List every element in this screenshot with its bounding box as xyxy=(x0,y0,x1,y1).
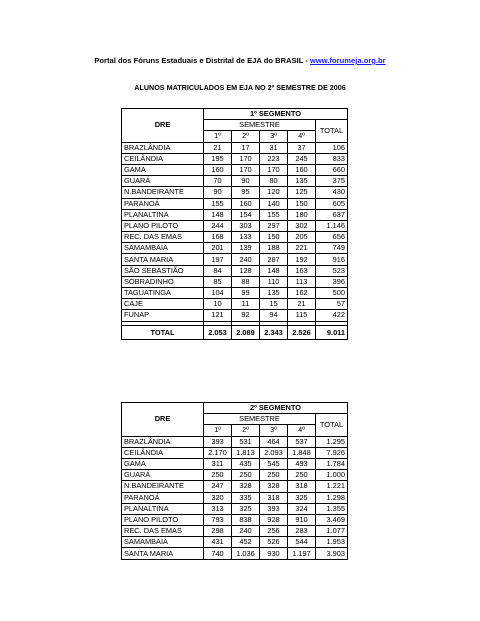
row-total: 1.000 xyxy=(316,470,348,481)
row-total: 1.221 xyxy=(316,481,348,492)
table-row xyxy=(122,220,348,231)
semester-value: 297 xyxy=(260,220,288,231)
semester-value: 154 xyxy=(232,209,260,220)
dre-header: DRE xyxy=(122,109,204,143)
enrollment-table-segment-1 xyxy=(121,108,348,340)
semester-value: 11 xyxy=(232,299,260,310)
semester-value: 537 xyxy=(288,436,316,447)
table-row xyxy=(122,492,348,503)
semester-value: 15 xyxy=(260,299,288,310)
dre-name: REC. DAS EMAS xyxy=(122,232,204,243)
semester-col-header: 2º xyxy=(232,425,260,436)
semester-value: 80 xyxy=(260,176,288,187)
semester-value: 162 xyxy=(288,288,316,299)
dre-name: SOBRADINHO xyxy=(122,276,204,287)
semester-value: 325 xyxy=(232,503,260,514)
row-total: 57 xyxy=(316,299,348,310)
semester-value: 393 xyxy=(204,436,232,447)
header-row xyxy=(122,403,348,414)
semester-value: 930 xyxy=(260,548,288,559)
semester-value: 160 xyxy=(204,164,232,175)
semester-value: 170 xyxy=(232,164,260,175)
semester-value: 318 xyxy=(260,492,288,503)
semester-value: 740 xyxy=(204,548,232,559)
total-value: 2.089 xyxy=(232,325,260,339)
table-body xyxy=(122,109,348,340)
header-link[interactable]: www.forumeja.org.br xyxy=(309,56,386,65)
table-row xyxy=(122,447,348,458)
semester-value: 256 xyxy=(260,526,288,537)
semester-value: 115 xyxy=(288,310,316,321)
dre-name: CEILÂNDIA xyxy=(122,447,204,458)
semester-value: 84 xyxy=(204,265,232,276)
dre-name: REC. DAS EMAS xyxy=(122,526,204,537)
segment-header: 1º SEGMENTO xyxy=(204,109,348,120)
semester-value: 113 xyxy=(288,276,316,287)
semester-value: 221 xyxy=(288,243,316,254)
semester-col-header: 3º xyxy=(260,425,288,436)
semester-value: 250 xyxy=(232,470,260,481)
row-total: 3.469 xyxy=(316,514,348,525)
semester-col-header: 2º xyxy=(232,131,260,142)
document-title: ALUNOS MATRICULADOS EM EJA NO 2º SEMESTRE DE 2006 xyxy=(134,83,346,92)
semester-value: 92 xyxy=(232,310,260,321)
row-total: 500 xyxy=(316,288,348,299)
row-total: 916 xyxy=(316,254,348,265)
table-row xyxy=(122,164,348,175)
semester-value: 135 xyxy=(260,288,288,299)
semester-value: 1.848 xyxy=(288,447,316,458)
semester-value: 192 xyxy=(288,254,316,265)
semester-value: 452 xyxy=(232,537,260,548)
semester-value: 311 xyxy=(204,458,232,469)
dre-name: FUNAP xyxy=(122,310,204,321)
semester-value: 910 xyxy=(288,514,316,525)
semester-value: 313 xyxy=(204,503,232,514)
semester-col-header: 3º xyxy=(260,131,288,142)
table-row xyxy=(122,209,348,220)
semester-value: 88 xyxy=(232,276,260,287)
semester-value: 121 xyxy=(204,310,232,321)
table-row xyxy=(122,481,348,492)
dre-name: CAJE xyxy=(122,299,204,310)
table-row xyxy=(122,243,348,254)
semester-value: 155 xyxy=(260,209,288,220)
semester-value: 140 xyxy=(260,198,288,209)
table-body xyxy=(122,403,348,560)
total-value: 9.011 xyxy=(316,325,348,339)
semester-value: 150 xyxy=(260,232,288,243)
table-row xyxy=(122,276,348,287)
semester-value: 325 xyxy=(288,492,316,503)
dre-name: PLANALTINA xyxy=(122,209,204,220)
table-row xyxy=(122,288,348,299)
total-label: TOTAL xyxy=(122,325,204,339)
dre-name: BRAZLÂNDIA xyxy=(122,436,204,447)
semester-value: 90 xyxy=(232,176,260,187)
dre-header: DRE xyxy=(122,403,204,437)
dre-name: BRAZLÂNDIA xyxy=(122,142,204,153)
semester-value: 793 xyxy=(204,514,232,525)
semester-value: 197 xyxy=(204,254,232,265)
row-total: 422 xyxy=(316,310,348,321)
table-row xyxy=(122,537,348,548)
row-total: 1.953 xyxy=(316,537,348,548)
semester-value: 302 xyxy=(288,220,316,231)
semester-value: 287 xyxy=(260,254,288,265)
row-total: 749 xyxy=(316,243,348,254)
dre-name: SANTA MARIA xyxy=(122,548,204,559)
semester-value: 283 xyxy=(288,526,316,537)
semester-value: 168 xyxy=(204,232,232,243)
row-total: 1.077 xyxy=(316,526,348,537)
page-header xyxy=(0,56,480,65)
row-total: 637 xyxy=(316,209,348,220)
segment-header: 2º SEGMENTO xyxy=(204,403,348,414)
dre-name: PARANOÁ xyxy=(122,198,204,209)
table-row xyxy=(122,548,348,559)
table-row xyxy=(122,153,348,164)
dre-name: GAMA xyxy=(122,458,204,469)
semester-value: 247 xyxy=(204,481,232,492)
semester-value: 328 xyxy=(260,481,288,492)
semester-value: 240 xyxy=(232,526,260,537)
dre-name: N.BANDEIRANTE xyxy=(122,187,204,198)
semester-value: 493 xyxy=(288,458,316,469)
dre-name: GUARÁ xyxy=(122,470,204,481)
dre-name: PARANOÁ xyxy=(122,492,204,503)
semester-value: 155 xyxy=(204,198,232,209)
semester-value: 195 xyxy=(204,153,232,164)
row-total: 375 xyxy=(316,176,348,187)
semester-value: 180 xyxy=(288,209,316,220)
semester-value: 17 xyxy=(232,142,260,153)
total-header: TOTAL xyxy=(316,414,348,436)
semester-value: 95 xyxy=(232,187,260,198)
semester-value: 148 xyxy=(260,265,288,276)
semester-value: 431 xyxy=(204,537,232,548)
table-row xyxy=(122,310,348,321)
row-total: 3.903 xyxy=(316,548,348,559)
dre-name: GAMA xyxy=(122,164,204,175)
semester-value: 104 xyxy=(204,288,232,299)
row-total: 396 xyxy=(316,276,348,287)
semester-value: 120 xyxy=(260,187,288,198)
semester-col-header: 1º xyxy=(204,131,232,142)
row-total: 605 xyxy=(316,198,348,209)
semester-value: 2.170 xyxy=(204,447,232,458)
semester-value: 320 xyxy=(204,492,232,503)
semester-value: 328 xyxy=(232,481,260,492)
dre-name: GUARÁ xyxy=(122,176,204,187)
semester-value: 544 xyxy=(288,537,316,548)
dre-name: PLANO PILOTO xyxy=(122,514,204,525)
row-total: 430 xyxy=(316,187,348,198)
semester-value: 160 xyxy=(232,198,260,209)
semester-value: 125 xyxy=(288,187,316,198)
table-row xyxy=(122,265,348,276)
row-total: 660 xyxy=(316,164,348,175)
table-row xyxy=(122,503,348,514)
row-total: 106 xyxy=(316,142,348,153)
semester-value: 94 xyxy=(260,310,288,321)
total-value: 2.053 xyxy=(204,325,232,339)
semester-value: 90 xyxy=(204,187,232,198)
semester-value: 10 xyxy=(204,299,232,310)
dre-name: SÃO SEBASTIÃO xyxy=(122,265,204,276)
semester-value: 244 xyxy=(204,220,232,231)
dre-name: TAGUATINGA xyxy=(122,288,204,299)
table-row xyxy=(122,458,348,469)
semester-value: 21 xyxy=(288,299,316,310)
table-row xyxy=(122,142,348,153)
dre-name: N.BANDEIRANTE xyxy=(122,481,204,492)
row-total: 1.295 xyxy=(316,436,348,447)
row-total: 1.355 xyxy=(316,503,348,514)
semester-value: 110 xyxy=(260,276,288,287)
semester-value: 135 xyxy=(288,176,316,187)
semester-value: 250 xyxy=(204,470,232,481)
semester-value: 838 xyxy=(232,514,260,525)
dre-name: PLANALTINA xyxy=(122,503,204,514)
semester-value: 205 xyxy=(288,232,316,243)
semester-value: 250 xyxy=(288,470,316,481)
total-value: 2.343 xyxy=(260,325,288,339)
total-header: TOTAL xyxy=(316,120,348,142)
semester-value: 163 xyxy=(288,265,316,276)
semester-value: 250 xyxy=(260,470,288,481)
semester-value: 31 xyxy=(260,142,288,153)
semester-col-header: 4º xyxy=(288,425,316,436)
row-total: 656 xyxy=(316,232,348,243)
semester-value: 201 xyxy=(204,243,232,254)
table-row xyxy=(122,198,348,209)
semester-value: 170 xyxy=(260,164,288,175)
semester-value: 150 xyxy=(288,198,316,209)
dre-name: PLANO PILOTO xyxy=(122,220,204,231)
semester-value: 160 xyxy=(288,164,316,175)
semester-value: 1.813 xyxy=(232,447,260,458)
semestre-header: SEMESTRE xyxy=(204,120,316,131)
table-row xyxy=(122,526,348,537)
semester-col-header: 1º xyxy=(204,425,232,436)
semester-value: 99 xyxy=(232,288,260,299)
semester-value: 435 xyxy=(232,458,260,469)
semester-value: 531 xyxy=(232,436,260,447)
semester-value: 335 xyxy=(232,492,260,503)
semester-value: 245 xyxy=(288,153,316,164)
semester-value: 188 xyxy=(260,243,288,254)
semester-value: 240 xyxy=(232,254,260,265)
dre-name: SANTA MARIA xyxy=(122,254,204,265)
semester-value: 298 xyxy=(204,526,232,537)
enrollment-table-segment-2 xyxy=(121,402,348,560)
row-total: 833 xyxy=(316,153,348,164)
semester-value: 133 xyxy=(232,232,260,243)
row-total: 1.146 xyxy=(316,220,348,231)
dre-name: SAMAMBAIA xyxy=(122,243,204,254)
semester-value: 545 xyxy=(260,458,288,469)
row-total: 523 xyxy=(316,265,348,276)
total-value: 2.526 xyxy=(288,325,316,339)
semester-value: 85 xyxy=(204,276,232,287)
table-row xyxy=(122,470,348,481)
semester-col-header: 4º xyxy=(288,131,316,142)
header-text: Portal dos Fóruns Estaduais e Distrital de EJA do BRASIL - xyxy=(94,56,310,65)
semester-value: 324 xyxy=(288,503,316,514)
semester-value: 170 xyxy=(232,153,260,164)
row-total: 1.298 xyxy=(316,492,348,503)
semestre-header: SEMESTRE xyxy=(204,414,316,425)
semester-value: 223 xyxy=(260,153,288,164)
semester-value: 303 xyxy=(232,220,260,231)
semester-value: 37 xyxy=(288,142,316,153)
table-row xyxy=(122,299,348,310)
semester-value: 21 xyxy=(204,142,232,153)
semester-value: 526 xyxy=(260,537,288,548)
semester-value: 2.093 xyxy=(260,447,288,458)
table-row xyxy=(122,232,348,243)
row-total: 1.784 xyxy=(316,458,348,469)
semester-value: 70 xyxy=(204,176,232,187)
dre-name: SAMAMBAIA xyxy=(122,537,204,548)
table-row xyxy=(122,436,348,447)
semester-value: 393 xyxy=(260,503,288,514)
table-row xyxy=(122,514,348,525)
dre-name: CEILÂNDIA xyxy=(122,153,204,164)
semester-value: 464 xyxy=(260,436,288,447)
semester-value: 1.197 xyxy=(288,548,316,559)
semester-value: 318 xyxy=(288,481,316,492)
semester-value: 128 xyxy=(232,265,260,276)
total-row xyxy=(122,325,348,339)
header-row xyxy=(122,109,348,120)
table-row xyxy=(122,187,348,198)
semester-value: 148 xyxy=(204,209,232,220)
semester-value: 139 xyxy=(232,243,260,254)
semester-value: 928 xyxy=(260,514,288,525)
table-row xyxy=(122,254,348,265)
semester-value: 1.036 xyxy=(232,548,260,559)
table-row xyxy=(122,176,348,187)
row-total: 7.926 xyxy=(316,447,348,458)
